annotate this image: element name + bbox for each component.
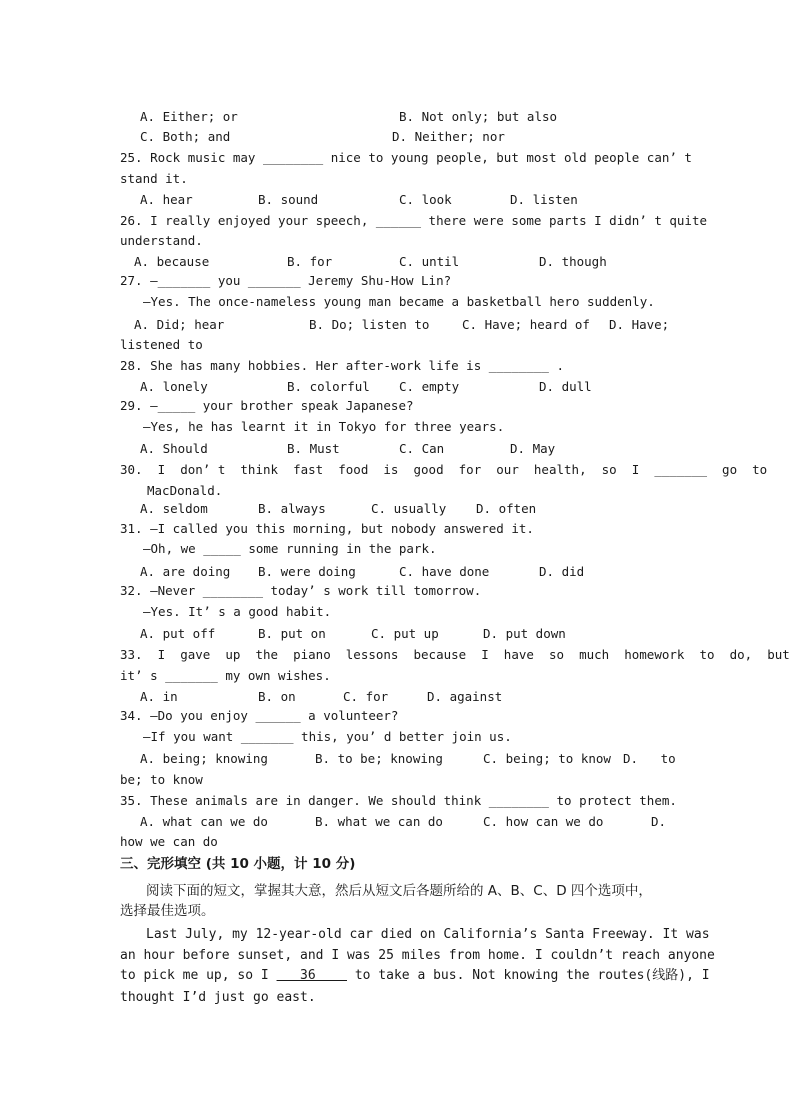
q27-option-c: C. Have; heard of bbox=[462, 317, 590, 332]
q31-option-a: A. are doing bbox=[140, 564, 231, 579]
q33-option-c: C. for bbox=[343, 689, 389, 704]
q34-option-c: C. being; to know bbox=[483, 751, 611, 766]
q34-options-line-2: be; to know bbox=[120, 772, 203, 787]
q35-options-line-2: how we can do bbox=[120, 834, 218, 849]
q24-option-d: D. Neither; nor bbox=[392, 129, 505, 144]
q30-option-c: C. usually bbox=[371, 501, 447, 516]
q35-stem: 35. These animals are in danger. We should think ________ to protect them. bbox=[120, 793, 677, 808]
q27-option-a: A. Did; hear bbox=[134, 317, 225, 332]
q28-option-a: A. lonely bbox=[140, 379, 208, 394]
q29-option-a: A. Should bbox=[140, 441, 208, 456]
q26-option-b: B. for bbox=[287, 254, 333, 269]
q35-option-a: A. what can we do bbox=[140, 814, 268, 829]
q33-option-b: B. on bbox=[258, 689, 296, 704]
q31-stem-line-2: —Oh, we _____ some running in the park. bbox=[143, 541, 437, 556]
q25-option-c: C. look bbox=[399, 192, 452, 207]
passage-line-3 bbox=[120, 968, 710, 984]
q33-stem-line-2: it’ s _______ my own wishes. bbox=[120, 668, 331, 683]
q33-stem-line-1: 33. I gave up the piano lessons because I have so much homework to do, but bbox=[120, 647, 790, 662]
q28-option-b: B. colorful bbox=[287, 379, 370, 394]
q32-option-a: A. put off bbox=[140, 626, 216, 641]
q34-option-a: A. being; knowing bbox=[140, 751, 268, 766]
q25-option-b: B. sound bbox=[258, 192, 319, 207]
q31-option-c: C. have done bbox=[399, 564, 490, 579]
q25-option-d: D. listen bbox=[510, 192, 578, 207]
section-heading: 三、完形填空 (共 10 小题，计 10 分) bbox=[120, 856, 356, 872]
q31-option-b: B. were doing bbox=[258, 564, 356, 579]
q34-stem-line-1: 34. —Do you enjoy ______ a volunteer? bbox=[120, 708, 399, 723]
q26-option-d: D. though bbox=[539, 254, 607, 269]
q27-option-b: B. Do; listen to bbox=[309, 317, 430, 332]
q27-stem-line-1: 27. —_______ you _______ Jeremy Shu-How Lin? bbox=[120, 273, 452, 288]
q27-option-d: D. Have; bbox=[609, 317, 670, 332]
section-instruction-line-2: 选择最佳选项。 bbox=[120, 903, 215, 919]
q30-option-a: A. seldom bbox=[140, 501, 208, 516]
q25-stem-line-1: 25. Rock music may ________ nice to young people, but most old people can’ t bbox=[120, 150, 692, 165]
q34-option-b: B. to be; knowing bbox=[315, 751, 443, 766]
q28-option-c: C. empty bbox=[399, 379, 460, 394]
q30-stem-line-2: MacDonald. bbox=[147, 483, 223, 498]
q29-stem-line-2: —Yes, he has learnt it in Tokyo for three years. bbox=[143, 419, 505, 434]
q24-option-b: B. Not only; but also bbox=[399, 109, 558, 124]
q29-option-b: B. Must bbox=[287, 441, 340, 456]
q26-option-a: A. because bbox=[134, 254, 210, 269]
q24-option-a: A. Either; or bbox=[140, 109, 238, 124]
q32-option-b: B. put on bbox=[258, 626, 326, 641]
section-instruction-line-1: 阅读下面的短文，掌握其大意，然后从短文后各题所给的 A、B、C、D 四个选项中， bbox=[146, 883, 652, 899]
q34-option-d: D. to bbox=[623, 751, 676, 766]
q29-stem-line-1: 29. —_____ your brother speak Japanese? bbox=[120, 398, 414, 413]
q24-option-c: C. Both; and bbox=[140, 129, 231, 144]
passage-line-2: an hour before sunset, and I was 25 miles from home. I couldn’t reach anyone bbox=[120, 948, 715, 963]
q25-stem-line-2: stand it. bbox=[120, 171, 188, 186]
q33-option-d: D. against bbox=[427, 689, 503, 704]
q31-stem-line-1: 31. —I called you this morning, but nobody answered it. bbox=[120, 521, 534, 536]
q28-option-d: D. dull bbox=[539, 379, 592, 394]
passage-line-3-start: to pick me up, so I bbox=[120, 968, 277, 983]
q32-option-c: C. put up bbox=[371, 626, 439, 641]
q34-stem-line-2: —If you want _______ this, you’ d better join us. bbox=[143, 729, 512, 744]
q26-stem-line-2: understand. bbox=[120, 233, 203, 248]
q32-stem-line-1: 32. —Never ________ today’ s work till tomorrow. bbox=[120, 583, 482, 598]
passage-line-3-end: to take a bus. Not knowing the routes(线路), I bbox=[347, 968, 710, 983]
q35-option-d: D. bbox=[651, 814, 667, 829]
q29-option-c: C. Can bbox=[399, 441, 445, 456]
q35-option-c: C. how can we do bbox=[483, 814, 604, 829]
q26-stem-line-1: 26. I really enjoyed your speech, ______ there were some parts I didn’ t quite bbox=[120, 213, 707, 228]
blank-36: 36 bbox=[276, 968, 347, 983]
q25-option-a: A. hear bbox=[140, 192, 193, 207]
passage-line-4: thought I’d just go east. bbox=[120, 990, 316, 1005]
q32-option-d: D. put down bbox=[483, 626, 566, 641]
q26-option-c: C. until bbox=[399, 254, 460, 269]
q29-option-d: D. May bbox=[510, 441, 556, 456]
q31-option-d: D. did bbox=[539, 564, 585, 579]
q30-option-b: B. always bbox=[258, 501, 326, 516]
q27-stem-line-2: —Yes. The once-nameless young man became a basketball hero suddenly. bbox=[143, 294, 655, 309]
q32-stem-line-2: —Yes. It’ s a good habit. bbox=[143, 604, 332, 619]
q28-stem: 28. She has many hobbies. Her after-work life is ________ . bbox=[120, 358, 565, 373]
passage-line-1: Last July, my 12-year-old car died on California’s Santa Freeway. It was bbox=[146, 927, 710, 942]
q33-option-a: A. in bbox=[140, 689, 178, 704]
q27-options-line-2: listened to bbox=[120, 337, 203, 352]
q30-option-d: D. often bbox=[476, 501, 537, 516]
q30-stem-line-1: 30. I don’ t think fast food is good for our health, so I _______ go to bbox=[120, 462, 768, 477]
q35-option-b: B. what we can do bbox=[315, 814, 443, 829]
